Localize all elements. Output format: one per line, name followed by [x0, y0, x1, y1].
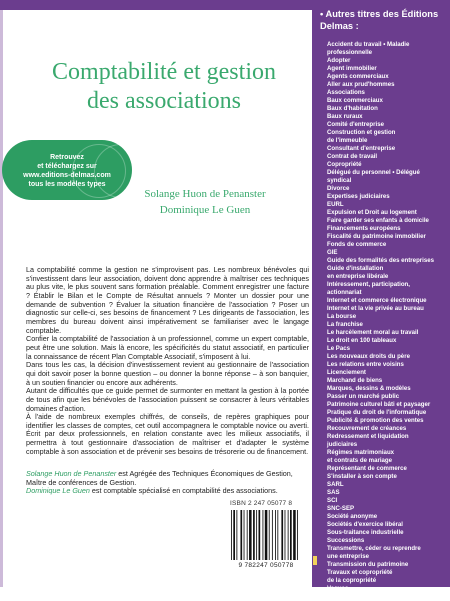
description-paragraph: À l'aide de nombreux exemples chiffrés, de conseils, de repères graphiques pour identifier les classes de comptes, cet outil accompagnera le comptable novice ou averti. Écrit par deux professionnels, en relation constante avec les milieux associatifs, il permettra à tout gestionnaire d'association de maîtriser et d'adapter le système comptable à son association et de prévenir ses besoins de trésorerie ou de financement. — [26, 412, 309, 456]
other-title-item: Le Pacs — [327, 345, 351, 352]
other-title-item: judiciaires — [327, 441, 358, 448]
other-title-item: Consultant d'entreprise — [327, 145, 396, 152]
description-paragraph: Autant de difficultés que ce guide permet de surmonter en mettant la gestion à la portée de tous afin que les bénévoles de l'association puissent se consacrer à leurs véritables domaines d'action. — [26, 386, 309, 413]
bio-author-name: Dominique Le Guen — [26, 486, 90, 496]
bio-text: est Agrégée des Techniques Économiques de Gestion, Maître de conférences de Gestion. — [26, 469, 293, 487]
other-title-item: Associations — [327, 89, 365, 96]
other-title-item: Sociétés d'exercice libéral — [327, 521, 403, 528]
other-title-item: Agent immobilier — [327, 65, 377, 72]
other-title-item: Adopter — [327, 57, 351, 64]
other-title-item: SAS — [327, 489, 340, 496]
author-name: Solange Huon de Penanster — [144, 188, 266, 200]
other-title-item: une entreprise — [327, 553, 369, 560]
other-title-item: Aller aux prud'hommes — [327, 81, 395, 88]
badge-line-3: www.editions-delmas.com — [23, 172, 111, 179]
other-title-item: Transmission du patrimoine — [327, 561, 409, 568]
bio-author-name: Solange Huon de Penanster — [26, 469, 117, 478]
badge-line-1: Retrouvez — [50, 154, 84, 161]
other-title-item: Guide des formalités des entreprises — [327, 257, 435, 264]
other-title-item: Les nouveaux droits du père — [327, 353, 410, 360]
other-title-item: et contrats de mariage — [327, 457, 393, 464]
other-title-item: Comité d'entreprise — [327, 121, 384, 128]
other-title-item: Patrimoine culturel bâti et paysager — [327, 401, 431, 408]
other-title-item: Financements européens — [327, 225, 401, 232]
other-title-item: actionnariat — [327, 289, 362, 296]
other-title-item: Internet et commerce électronique — [327, 297, 427, 304]
other-title-item: Le droit en 100 tableaux — [327, 337, 397, 344]
other-title-item: Passer un marché public — [327, 393, 400, 400]
barcode-number: 9 782247 050778 — [238, 562, 294, 569]
other-title-item: Marques, dessins & modèles — [327, 385, 411, 392]
other-title-item: Pratique du droit de l'informatique — [327, 409, 427, 416]
author-list — [118, 186, 292, 218]
other-title-item: Représentant de commerce — [327, 465, 407, 472]
other-title-item: Fiscalité du patrimoine immobilier — [327, 233, 426, 240]
other-title-item: de l'immeuble — [327, 137, 368, 144]
other-title-item: Accident du travail • Maladie — [327, 41, 410, 48]
other-title-item: SNC-SEP — [327, 505, 355, 512]
other-title-item: La bourse — [327, 313, 357, 320]
author-bio — [26, 470, 309, 496]
other-title-item: Guide d'installation — [327, 265, 384, 272]
other-title-item: Publicité & promotion des ventes — [327, 417, 424, 424]
other-title-item: Travaux et copropriété — [327, 569, 393, 576]
other-title-item: GIE — [327, 249, 338, 256]
other-title-item: Recouvrement de créances — [327, 425, 407, 432]
top-color-bar — [0, 0, 312, 10]
other-titles-heading: • Autres titres des Éditions Delmas : — [320, 9, 439, 31]
other-title-item: Contrat de travail — [327, 153, 378, 160]
author-name: Dominique Le Guen — [159, 204, 251, 216]
other-title-item: Régimes matrimoniaux — [327, 449, 395, 456]
badge-line-2: et téléchargez sur — [37, 163, 97, 170]
other-title-item: Internet et la vie privée au bureau — [327, 305, 424, 312]
other-title-item: S'installer à son compte — [327, 473, 397, 480]
description-paragraph: La comptabilité comme la gestion ne s'improvisent pas. Les nombreux bénévoles qui s'investissent dans leur association, doivent donc apprendre à maîtriser ces techniques au plus vite, le plus souvent sans formation préalable. Comment enregistrer une facture ? Établir le Bilan et le Compte de Résultat annuels ? Monter un dossier pour une demande de subvention ? Évaluer la situation financière de l'association ? Poser un diagnostic sur celle-ci, ses besoins de financement ? Les dirigeants de l'association, les membres du bureau doivent ainsi impérativement se familiariser avec le langage comptable. — [26, 265, 309, 335]
other-title-item: Copropriété — [327, 161, 362, 168]
other-title-item: en entreprise libérale — [327, 273, 389, 280]
title-line-1: Comptabilité et gestion — [52, 59, 276, 85]
other-title-item: de la copropriété — [327, 577, 377, 584]
badge-line-4: tous les modèles types — [28, 181, 106, 188]
other-title-item: Fonds de commerce — [327, 241, 387, 248]
other-title-item: Sous-traitance industrielle — [327, 529, 404, 536]
author-bio-1 — [26, 470, 309, 487]
description-paragraph: Dans tous les cas, la décision d'investissement revient au gestionnaire de l'association qui doit savoir poser la bonne question – ou donner la bonne réponse – à son banquier, à un soutien financier ou encore aux adhérents. — [26, 360, 309, 387]
other-title-item: Les relations entre voisins — [327, 361, 404, 368]
book-description — [26, 266, 309, 456]
other-title-item: Construction et gestion — [327, 129, 396, 136]
barcode-image — [228, 508, 304, 562]
other-title-item: La franchise — [327, 321, 363, 328]
other-title-item: Baux commerciaux — [327, 97, 383, 104]
other-title-item: Redressement et liquidation — [327, 433, 409, 440]
yellow-marker — [313, 556, 317, 565]
other-title-item: Baux d'habitation — [327, 105, 378, 112]
other-title-item: Société anonyme — [327, 513, 378, 520]
author-bio-2 — [26, 487, 309, 496]
other-title-item: Divorce — [327, 185, 350, 192]
other-title-item: Successions — [327, 537, 365, 544]
book-title — [18, 58, 310, 116]
other-title-item: EURL — [327, 201, 344, 208]
left-edge-strip — [0, 0, 3, 587]
title-line-2: des associations — [87, 88, 241, 114]
other-title-item: Baux ruraux — [327, 113, 363, 120]
other-title-item: Licenciement — [327, 369, 366, 376]
description-paragraph: Confier la comptabilité de l'association à un professionnel, comme un expert comptable, peut être une solution. Mais là encore, les spécificités du statut associatif, en particulier la connaissance de récent Plan Comptable Associatif, s'imposent à lui. — [26, 334, 309, 361]
other-title-item: professionnelle — [327, 49, 373, 56]
other-titles-panel — [312, 0, 450, 600]
other-title-item: Expertises judiciaires — [327, 193, 390, 200]
other-title-item: Vagues — [327, 585, 349, 592]
other-title-item: Marchand de biens — [327, 377, 383, 384]
bio-text: est comptable spécialisé en comptabilité des associations. — [89, 486, 278, 496]
other-title-item: SCI — [327, 497, 338, 504]
other-title-item: Transmettre, céder ou reprendre — [327, 545, 421, 552]
other-title-item: Agents commerciaux — [327, 73, 389, 80]
other-title-item: Faire garder ses enfants à domicile — [327, 217, 429, 224]
other-titles-list — [327, 41, 449, 601]
other-title-item: syndical — [327, 177, 352, 184]
other-title-item: Expulsion et Droit au logement — [327, 209, 417, 216]
other-title-item: Le harcèlement moral au travail — [327, 329, 419, 336]
other-title-item: Délégué du personnel • Délégué — [327, 169, 420, 176]
isbn-label: ISBN 2 247 05077 8 — [230, 500, 293, 507]
other-title-item: SARL — [327, 481, 344, 488]
other-title-item: Intéressement, participation, — [327, 281, 410, 288]
download-badge — [2, 140, 132, 200]
other-title-item: Vivre la signature électronique — [327, 593, 416, 600]
